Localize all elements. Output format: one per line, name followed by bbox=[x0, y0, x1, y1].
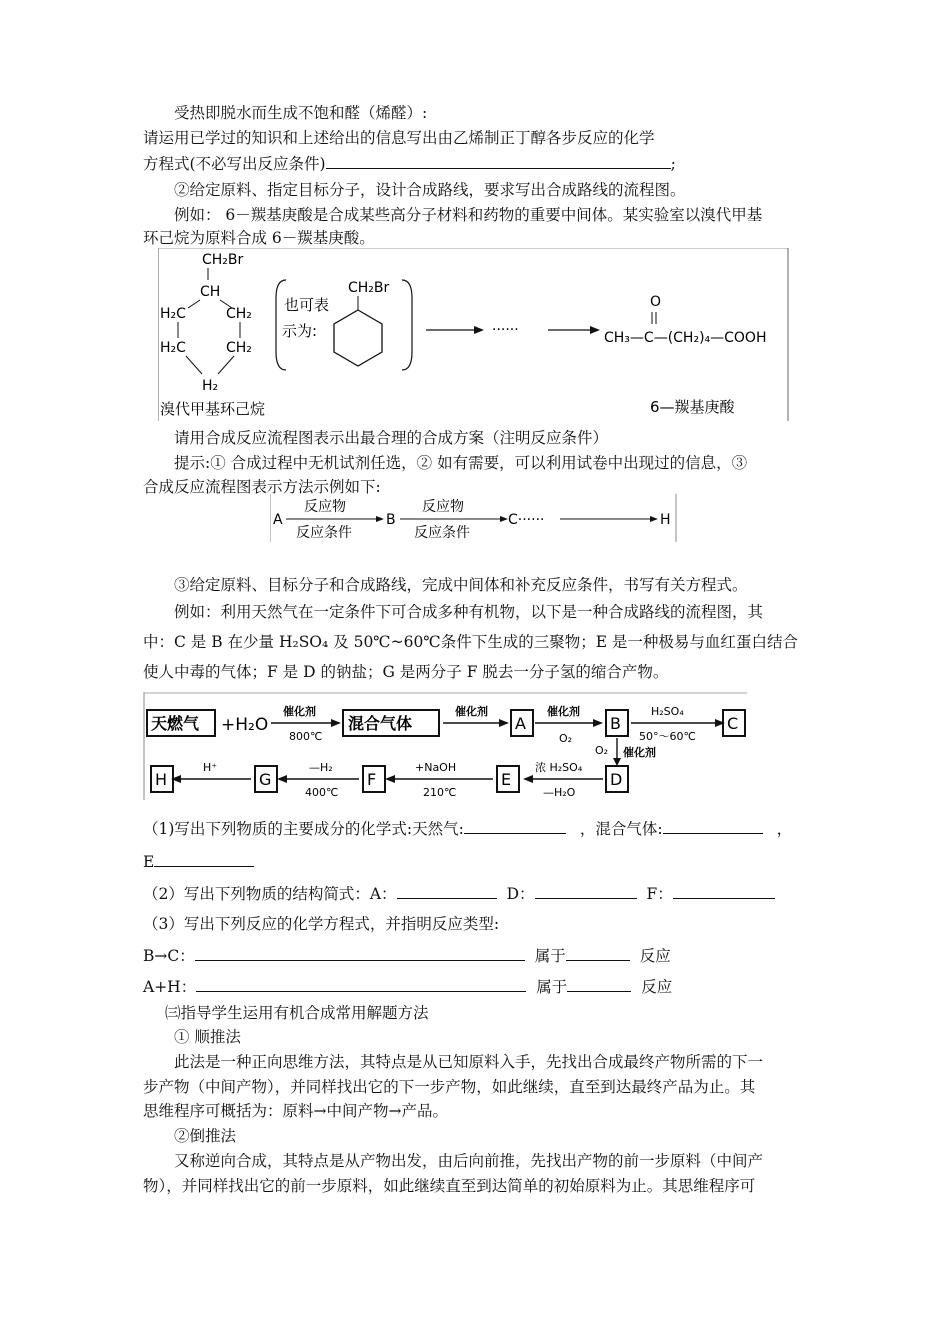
alt-label-1: 也可表 bbox=[284, 296, 330, 314]
question-text: F： bbox=[646, 885, 673, 903]
answer-blank-a[interactable] bbox=[397, 883, 497, 899]
question-2 bbox=[143, 883, 775, 904]
paragraph: ③给定原料、目标分子和合成路线，完成中间体和补充反应条件，书写有关方程式。 bbox=[174, 576, 748, 594]
dots-label: ······ bbox=[492, 322, 519, 338]
answer-blank-mixed-gas[interactable] bbox=[663, 818, 763, 834]
question-text: A+H： bbox=[143, 978, 197, 996]
hplus-label: H⁺ bbox=[203, 761, 218, 774]
paragraph: 例如：利用天然气在一定条件下可合成多种有机物，以下是一种合成路线的流程图，其 bbox=[174, 603, 764, 621]
natural-gas-label: 天燃气 bbox=[151, 714, 200, 733]
catalyst-label: 催化剂 bbox=[283, 705, 316, 718]
answer-blank-d[interactable] bbox=[535, 883, 637, 899]
paragraph: 中：C 是 B 在少量 H₂SO₄ 及 50℃~60℃条件下生成的三聚物；E 是一种极易与血红蛋白结合 bbox=[143, 633, 798, 651]
question-1 bbox=[143, 818, 792, 839]
question-text: E bbox=[143, 853, 155, 871]
catalyst-label: 催化剂 bbox=[547, 705, 580, 718]
figure-label-right: 6—羰基庚酸 bbox=[650, 398, 735, 416]
question-text: （2）写出下列物质的结构简式：A： bbox=[143, 885, 397, 903]
ring-ch2br-label: CH₂Br bbox=[348, 280, 390, 296]
temp-210: 210℃ bbox=[423, 786, 457, 799]
paragraph-text: 方程式(不必写出反应条件) bbox=[143, 155, 326, 173]
question-text: ， bbox=[776, 820, 793, 838]
oxygen-ab: O₂ bbox=[559, 732, 573, 745]
temp-800: 800℃ bbox=[289, 730, 323, 743]
question-text: D： bbox=[506, 885, 535, 903]
node-c: C······ bbox=[508, 512, 545, 528]
oxygen-bd: O₂ bbox=[595, 744, 609, 757]
product-formula: CH₃—C—(CH₂)₄—COOH bbox=[604, 330, 767, 346]
alt-label-2: 示为: bbox=[282, 322, 318, 340]
condition-label: 反应条件 bbox=[296, 525, 352, 541]
h2c-label-1: H₂C bbox=[160, 306, 186, 322]
mixed-gas-label: 混合气体 bbox=[348, 714, 413, 733]
h2c-label-2: H₂C bbox=[160, 340, 186, 356]
question-text: （1)写出下列物质的主要成分的化学式:天然气: bbox=[143, 820, 464, 838]
conc-h2so4-label: 浓 H₂SO₄ bbox=[535, 761, 583, 774]
h2-label: H₂ bbox=[202, 378, 219, 394]
paragraph: 环己烷为原料合成 6－羰基庚酸。 bbox=[143, 229, 375, 247]
synthesis-figure-1 bbox=[158, 248, 790, 423]
oxygen-label: O bbox=[650, 294, 662, 310]
answer-blank[interactable] bbox=[326, 153, 671, 169]
answer-blank-ah-type[interactable] bbox=[567, 976, 631, 992]
question-text: 反应 bbox=[641, 978, 673, 996]
node-b-label: B bbox=[610, 714, 621, 733]
question-3: （3）写出下列反应的化学方程式，并指明反应类型: bbox=[143, 915, 500, 933]
paragraph: 此法是一种正向思维方法，其特点是从已知原料入手，先找出合成最终产物所需的下一 bbox=[174, 1053, 764, 1071]
question-text: ，混合气体: bbox=[579, 820, 663, 838]
paragraph: 步产物（中间产物），并同样找出它的下一步产物，如此继续，直至到达最终产品为止。其 bbox=[143, 1078, 756, 1096]
question-text: 属于 bbox=[536, 978, 568, 996]
paragraph: 物），并同样找出它的前一步原料，如此继续直至到达简单的初始原料为止。其思维程序可 bbox=[143, 1177, 756, 1195]
flow-example-figure bbox=[270, 494, 678, 544]
paragraph: 又称逆向合成，其特点是从产物出发，由后向前推，先找出产物的前一步原料（中间产 bbox=[174, 1152, 764, 1170]
ch-label: CH bbox=[200, 284, 221, 300]
paragraph: 例如： 6－羰基庚酸是合成某些高分子材料和药物的重要中间体。某实验室以溴代甲基 bbox=[174, 206, 763, 224]
catalyst-label: 催化剂 bbox=[455, 705, 488, 718]
section-heading: ㈢指导学生运用有机合成常用解题方法 bbox=[165, 1004, 429, 1022]
question-text: 反应 bbox=[639, 947, 671, 965]
minus-h2o-label: —H₂O bbox=[543, 786, 576, 799]
paragraph: 受热即脱水而生成不饱和醛（烯醛）: bbox=[174, 104, 428, 122]
answer-blank-f[interactable] bbox=[673, 883, 775, 899]
minus-h2-label: —H₂ bbox=[309, 761, 333, 774]
paragraph: 请用合成反应流程图表示出最合理的合成方案（注明反应条件） bbox=[174, 429, 609, 447]
paragraph: 使人中毒的气体；F 是 D 的钠盐；G 是两分子 F 脱去一分子氢的缩合产物。 bbox=[143, 663, 669, 681]
natural-gas-synthesis-figure bbox=[143, 692, 749, 802]
node-h-label: H bbox=[155, 770, 168, 789]
question-3-ah bbox=[143, 976, 672, 997]
ch2-label-2: CH₂ bbox=[226, 340, 252, 356]
temp-400: 400℃ bbox=[305, 786, 339, 799]
h2so4-label: H₂SO₄ bbox=[651, 705, 684, 718]
paragraph bbox=[143, 153, 676, 174]
ch2-label-1: CH₂ bbox=[226, 306, 252, 322]
method-heading: ②倒推法 bbox=[174, 1127, 237, 1145]
condition-label: 反应条件 bbox=[414, 525, 470, 541]
reactant-label: 反应物 bbox=[304, 499, 346, 515]
paragraph: 请运用已学过的知识和上述给出的信息写出由乙烯制正丁醇各步反应的化学 bbox=[143, 129, 655, 147]
node-f-label: F bbox=[367, 770, 377, 789]
catalyst-label: 催化剂 bbox=[623, 746, 656, 759]
node-g-label: G bbox=[259, 770, 272, 789]
node-c-label: C bbox=[727, 714, 739, 733]
node-d-label: D bbox=[610, 770, 623, 789]
answer-blank-ah-equation[interactable] bbox=[196, 976, 526, 992]
question-text: 属于 bbox=[534, 947, 566, 965]
node-b: B bbox=[386, 512, 396, 528]
node-h: H bbox=[660, 512, 671, 528]
paragraph: ②给定原料、指定目标分子，设计合成路线，要求写出合成路线的流程图。 bbox=[174, 181, 686, 199]
answer-blank-natural-gas[interactable] bbox=[464, 818, 566, 834]
paragraph-text: ; bbox=[670, 155, 676, 173]
temp-bc: 50°～60℃ bbox=[639, 730, 696, 743]
figure-label-left: 溴代甲基环己烷 bbox=[160, 400, 266, 418]
paragraph: 合成反应流程图表示方法示例如下: bbox=[143, 478, 381, 496]
paragraph: 思维程序可概括为：原料→中间产物→产品。 bbox=[143, 1102, 448, 1120]
answer-blank-bc-type[interactable] bbox=[566, 945, 630, 961]
reactant-label: 反应物 bbox=[422, 499, 464, 515]
method-heading: ① 顺推法 bbox=[174, 1028, 241, 1046]
node-a: A bbox=[273, 512, 283, 528]
paragraph: 提示:① 合成过程中无机试剂任选，② 如有需要，可以利用试卷中出现过的信息，③ bbox=[174, 454, 748, 472]
answer-blank-e[interactable] bbox=[154, 851, 254, 867]
question-3-bc bbox=[143, 945, 671, 966]
question-1-e bbox=[143, 851, 254, 872]
node-e-label: E bbox=[501, 770, 512, 789]
water-label: +H₂O bbox=[221, 715, 269, 735]
ch2br-label: CH₂Br bbox=[202, 252, 244, 268]
naoh-label: +NaOH bbox=[415, 761, 457, 774]
cyclohexane-ring bbox=[334, 310, 382, 366]
question-text: B→C： bbox=[143, 947, 195, 965]
node-a-label: A bbox=[515, 714, 526, 733]
answer-blank-bc-equation[interactable] bbox=[195, 945, 525, 961]
